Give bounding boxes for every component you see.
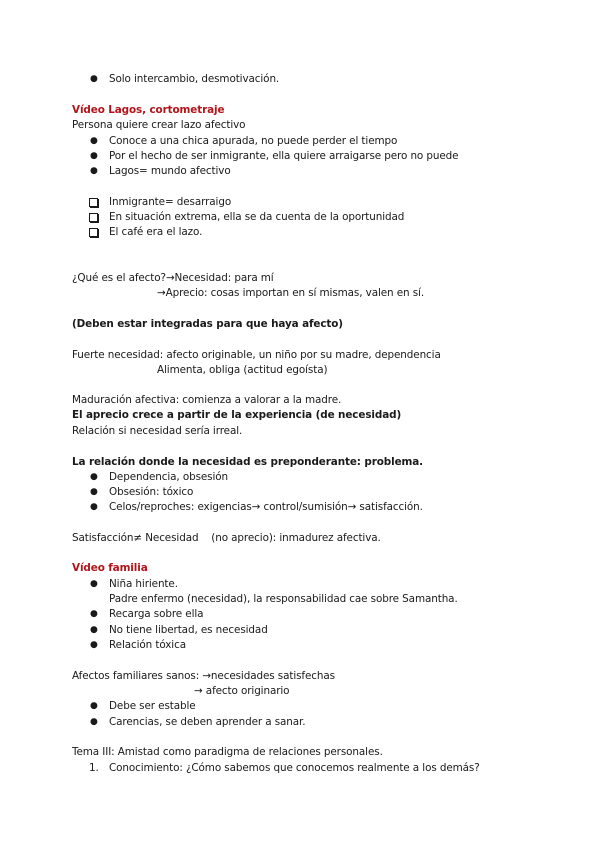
bullet-icon: ● xyxy=(90,487,98,497)
bullet-icon: ● xyxy=(90,625,98,635)
bullet-icon: ● xyxy=(90,502,98,512)
text-line: Solo intercambio, desmotivación. xyxy=(109,73,280,85)
list-item: El café era el lazo. xyxy=(109,226,203,238)
bullet-icon: ● xyxy=(90,640,98,650)
text-line: → afecto originario xyxy=(194,685,290,697)
bullet-icon: ● xyxy=(90,472,98,482)
list-item: En situación extrema, ella se da cuenta de la oportunidad xyxy=(109,211,405,223)
bold-line: El aprecio crece a partir de la experiencia (de necesidad) xyxy=(72,409,402,421)
checkbox-bullet-icon xyxy=(89,213,98,222)
text-line: ¿Qué es el afecto?→Necesidad: para mí xyxy=(72,272,274,284)
list-item: Celos/reproches: exigencias→ control/sumisión→ satisfacción. xyxy=(109,501,423,513)
list-item: Recarga sobre ella xyxy=(109,608,204,620)
list-item: Inmigrante= desarraigo xyxy=(109,196,232,208)
list-item-label: Conocimiento: xyxy=(109,762,183,774)
bold-line: La relación donde la necesidad es preponderante: problema. xyxy=(72,456,424,468)
list-item: Relación tóxica xyxy=(109,639,186,651)
text-line: Tema III: Amistad como paradigma de relaciones personales. xyxy=(72,746,383,758)
bullet-icon: ● xyxy=(90,166,98,176)
text-line: Satisfacción≠ Necesidad (no aprecio): inmadurez afectiva. xyxy=(72,532,381,544)
bullet-icon: ● xyxy=(90,74,98,84)
checkbox-bullet-icon xyxy=(89,198,98,207)
list-item: Dependencia, obsesión xyxy=(109,471,229,483)
checkbox-bullet-icon xyxy=(89,228,98,237)
text-line: Afectos familiares sanos: →necesidades satisfechas xyxy=(72,670,335,682)
text-line: Fuerte necesidad: afecto originable, un niño por su madre, dependencia xyxy=(72,349,441,361)
bullet-icon: ● xyxy=(90,609,98,619)
bullet-icon: ● xyxy=(90,701,98,711)
bullet-icon: ● xyxy=(90,717,98,727)
list-item: Obsesión: tóxico xyxy=(109,486,194,498)
list-item-text: ¿Cómo sabemos que conocemos realmente a los demás? xyxy=(182,762,480,774)
section-title-video-familia: Vídeo familia xyxy=(72,562,148,574)
section-title-video-lagos: Vídeo Lagos, cortometraje xyxy=(72,104,225,116)
list-item: Carencias, se deben aprender a sanar. xyxy=(109,716,306,728)
list-item: Niña hiriente. xyxy=(109,578,178,590)
list-item: Por el hecho de ser inmigrante, ella quiere arraigarse pero no puede xyxy=(109,150,459,162)
text-line: Alimenta, obliga (actitud egoísta) xyxy=(157,364,328,376)
text-line: Relación si necesidad sería irreal. xyxy=(72,425,243,437)
bullet-icon: ● xyxy=(90,136,98,146)
list-number: 1. xyxy=(89,762,99,774)
list-item: Debe ser estable xyxy=(109,700,196,712)
text-line: →Aprecio: cosas importan en sí mismas, valen en sí. xyxy=(157,287,425,299)
list-item-continuation: Padre enfermo (necesidad), la responsabilidad cae sobre Samantha. xyxy=(109,593,458,605)
list-item: Conoce a una chica apurada, no puede perder el tiempo xyxy=(109,135,398,147)
list-item: Lagos= mundo afectivo xyxy=(109,165,231,177)
numbered-list-item xyxy=(109,761,480,775)
text-line: Maduración afectiva: comienza a valorar a la madre. xyxy=(72,394,342,406)
text-line: Persona quiere crear lazo afectivo xyxy=(72,119,246,131)
bullet-icon: ● xyxy=(90,579,98,589)
bullet-icon: ● xyxy=(90,151,98,161)
bold-line: (Deben estar integradas para que haya afecto) xyxy=(72,318,343,330)
list-item: No tiene libertad, es necesidad xyxy=(109,624,268,636)
